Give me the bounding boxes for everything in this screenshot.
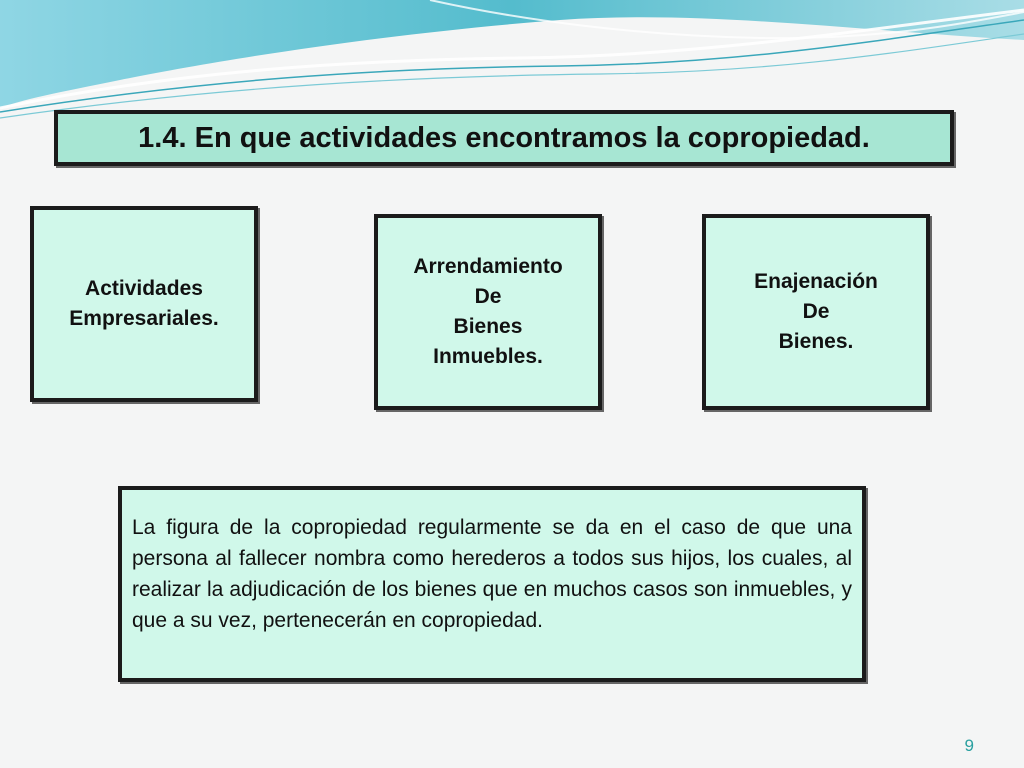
- slide-title: 1.4. En que actividades encontramos la copropiedad.: [138, 121, 870, 154]
- card-line: Arrendamiento: [413, 255, 563, 279]
- card-enajenacion: [702, 214, 930, 410]
- explanation-box: [118, 486, 866, 682]
- card-text: [754, 267, 878, 356]
- slide-title-box: [54, 110, 954, 166]
- card-line: Inmuebles.: [433, 344, 543, 368]
- card-arrendamiento: [374, 214, 602, 410]
- card-text: [69, 274, 218, 334]
- card-line: Enajenación: [754, 270, 878, 294]
- explanation-paragraph: La figura de la copropiedad regularmente se da en el caso de que una persona al fallecer nombra como herederos a todos sus hijos, los cuales, al realizar la adjudicación de los bienes que en muchos casos son inmuebles, y que a su vez, pertenecerán en copropiedad.: [132, 516, 852, 632]
- card-line: De: [802, 300, 830, 324]
- card-actividades-empresariales: [30, 206, 258, 402]
- card-line: Actividades: [85, 277, 203, 301]
- card-line: De: [474, 285, 502, 309]
- card-text: [413, 252, 562, 371]
- card-line: Bienes.: [778, 329, 854, 353]
- page-number: 9: [964, 736, 974, 755]
- card-line: Bienes: [453, 315, 523, 338]
- card-line: Empresariales.: [69, 307, 219, 330]
